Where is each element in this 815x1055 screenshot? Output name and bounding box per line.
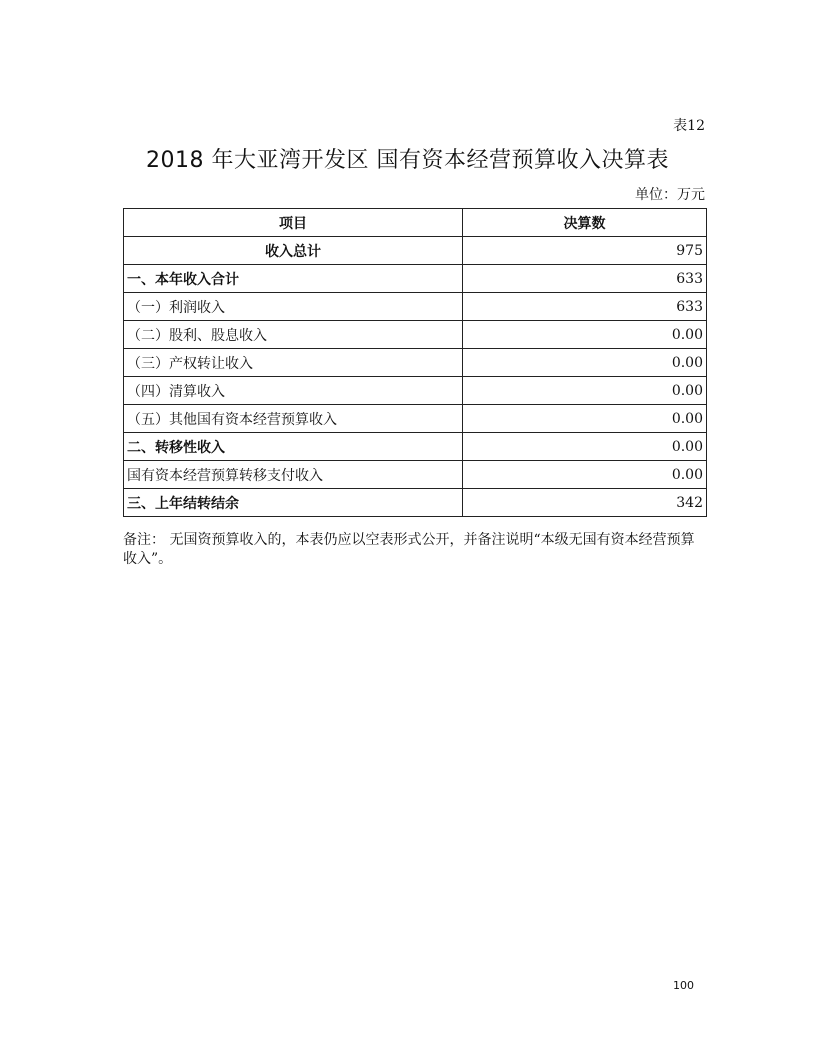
row-label: （四）清算收入: [124, 377, 463, 405]
row-label: 一、本年收入合计: [124, 265, 463, 293]
table-row: [124, 489, 707, 517]
page-title: 2018 年大亚湾开发区 国有资本经营预算收入决算表: [146, 148, 669, 173]
table-row: [124, 405, 707, 433]
table-header-row: [124, 209, 707, 237]
unit-label: 单位：万元: [635, 187, 705, 203]
table-row: [124, 293, 707, 321]
row-value: 975: [463, 237, 707, 265]
row-value: 0.00: [463, 349, 707, 377]
row-label: 三、上年结转结余: [124, 489, 463, 517]
table-row: [124, 265, 707, 293]
row-label: 二、转移性收入: [124, 433, 463, 461]
row-label: （五）其他国有资本经营预算收入: [124, 405, 463, 433]
footnote: 备注： 无国资预算收入的，本表仍应以空表形式公开，并备注说明“本级无国有资本经营预算收入”。: [123, 532, 695, 567]
table-row-total: [124, 237, 707, 265]
row-value: 0.00: [463, 461, 707, 489]
revenue-table: [123, 208, 707, 517]
row-value: 342: [463, 489, 707, 517]
row-value: 0.00: [463, 321, 707, 349]
row-value: 0.00: [463, 405, 707, 433]
row-label: （二）股利、股息收入: [124, 321, 463, 349]
row-value: 0.00: [463, 433, 707, 461]
row-label: （三）产权转让收入: [124, 349, 463, 377]
row-label: （一）利润收入: [124, 293, 463, 321]
row-label: 国有资本经营预算转移支付收入: [124, 461, 463, 489]
table-row: [124, 461, 707, 489]
table-row: [124, 321, 707, 349]
row-value: 0.00: [463, 377, 707, 405]
page-number: 100: [673, 979, 694, 992]
header-amount: 决算数: [463, 209, 707, 237]
table-row: [124, 377, 707, 405]
header-item: 项目: [124, 209, 463, 237]
row-label: 收入总计: [124, 237, 463, 265]
table-row: [124, 433, 707, 461]
table-row: [124, 349, 707, 377]
row-value: 633: [463, 293, 707, 321]
table-number: 表12: [673, 118, 705, 134]
row-value: 633: [463, 265, 707, 293]
